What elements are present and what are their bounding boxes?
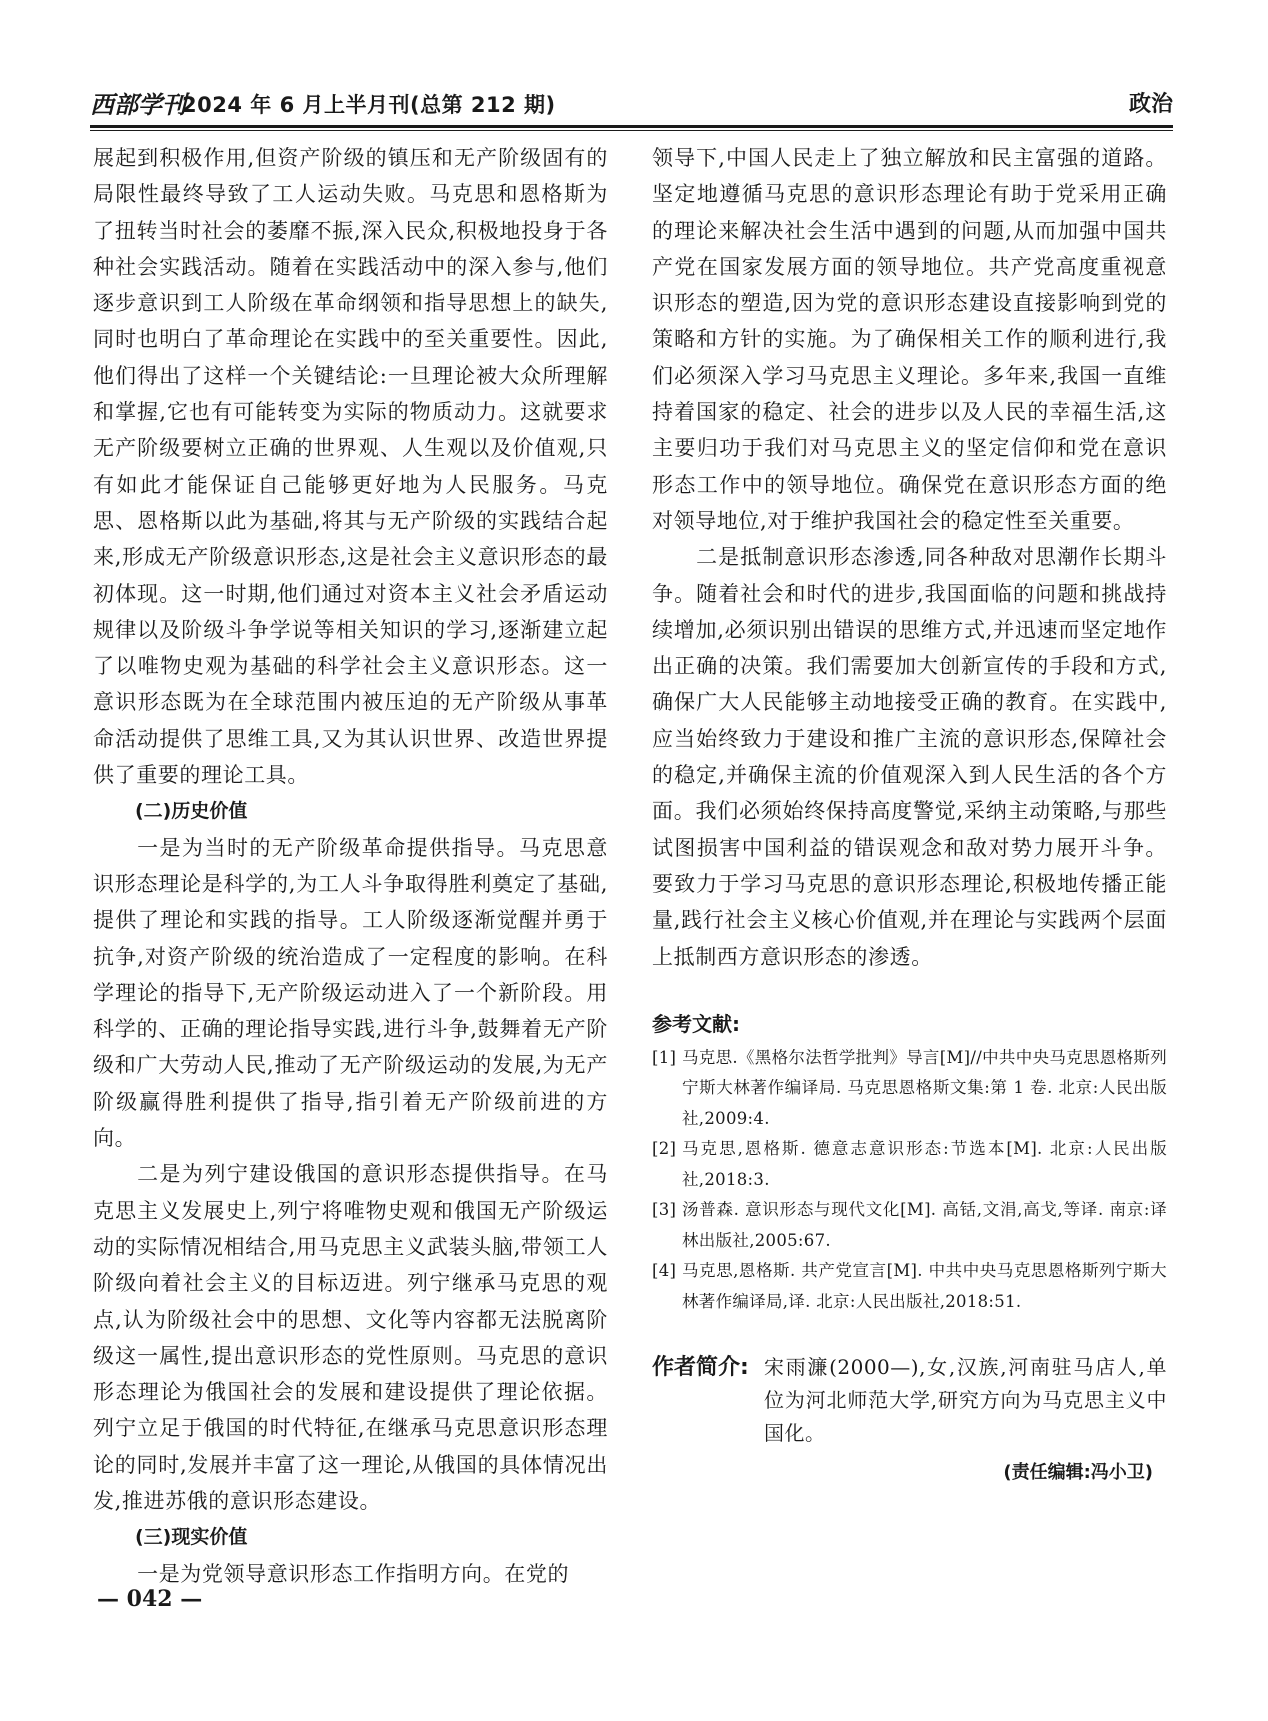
reference-text: 马克思.《黑格尔法哲学批判》导言[M]//中共中央马克思恩格斯列宁斯大林著作编译局. 马克思恩格斯文集:第 1 卷. 北京:人民出版社,2009:4. [682,1047,1167,1128]
page-header [90,90,1173,124]
paragraph-practical-2: 二是抵制意识形态渗透,同各种敌对思潮作长期斗争。随着社会和时代的进步,我国面临的问题和挑战持续增加,必须识别出错误的思维方式,并迅速而坚定地作出正确的决策。我们需要加大创新宣传的手段和方式,确保广大人民能够主动地接受正确的教育。在实践中,应当始终致力于建设和推广主流的意识形态,保障社会的稳定,并确保主流的价值观深入到人民生活的各个方面。我们必须始终保持高度警觉,采纳主动策略,与那些试图损害中国利益的错误观念和敌对势力展开斗争。要致力于学习马克思的意识形态理论,积极地传播正能量,践行社会主义核心价值观,并在理论与实践两个层面上抵制西方意识形态的渗透。 [652,545,1167,969]
reference-text: 汤普森. 意识形态与现代文化[M]. 高铦,文涓,高戈,等译. 南京:译林出版社,2005:67. [682,1200,1167,1250]
header-rule-thick [90,125,1173,128]
author-bio-text: 宋雨濂(2000—),女,汉族,河南驻马店人,单位为河北师范大学,研究方向为马克思主义中国化。 [764,1355,1167,1446]
responsible-editor: (责任编辑:冯小卫) [1003,1462,1153,1484]
section-label: 政治 [1128,92,1173,117]
reference-text: 马克思,恩格斯. 共产党宣言[M]. 中共中央马克思恩格斯列宁斯大林著作编译局,译. 北京:人民出版社,2018:51. [682,1261,1167,1311]
reference-item [652,1043,1167,1135]
reference-item [652,1256,1167,1317]
right-column [652,140,1167,1488]
section-heading-historical-value: (二)历史价值 [135,800,248,823]
reference-number: [1] [652,1047,677,1067]
left-column [93,140,608,1592]
section-heading-practical-value: (三)现实价值 [135,1526,248,1549]
reference-text: 马克思,恩格斯. 德意志意识形态:节选本[M]. 北京:人民出版社,2018:3. [682,1139,1167,1189]
references-title: 参考文献: [652,1011,740,1036]
paragraph-practical-1-cont: 领导下,中国人民走上了独立解放和民主富强的道路。坚定地遵循马克思的意识形态理论有助于党采用正确的理论来解决社会生活中遇到的问题,从而加强中国共产党在国家发展方面的领导地位。共产党高度重视意识形态的塑造,因为党的意识形态建设直接影响到党的策略和方针的实施。为了确保相关工作的顺利进行,我们必须深入学习马克思主义理论。多年来,我国一直维持着国家的稳定、社会的进步以及人民的幸福生活,这主要归功于我们对马克思主义的坚定信仰和党在意识形态工作中的领导地位。确保党在意识形态方面的绝对领导地位,对于维护我国社会的稳定性至关重要。 [652,146,1167,533]
references-list [652,1043,1167,1318]
author-bio [652,1351,1167,1450]
paragraph-practical-1: 一是为党领导意识形态工作指明方向。在党的 [137,1561,570,1586]
paragraph-historical-2: 二是为列宁建设俄国的意识形态提供指导。在马克思主义发展史上,列宁将唯物史观和俄国无产阶级运动的实际情况相结合,用马克思主义武装头脑,带领工人阶级向着社会主义的目标迈进。列宁继承马克思的观点,认为阶级社会中的思想、文化等内容都无法脱离阶级这一属性,提出意识形态的党性原则。马克思的意识形态理论为俄国社会的发展和建设提供了理论依据。列宁立足于俄国的时代特征,在继承马克思意识形态理论的同时,发展并丰富了这一理论,从俄国的具体情况出发,推进苏俄的意识形态建设。 [93,1162,608,1513]
reference-number: [2] [652,1139,677,1159]
header-rule-thin [90,130,1173,131]
journal-logo: 西部学刊 [90,90,186,119]
issue-info: 2024 年 6 月上半月刊(总第 212 期) [182,93,556,117]
paragraph-continuation: 展起到积极作用,但资产阶级的镇压和无产阶级固有的局限性最终导致了工人运动失败。马克思和恩格斯为了扭转当时社会的萎靡不振,深入民众,积极地投身于各种社会实践活动。随着在实践活动中的深入参与,他们逐步意识到工人阶级在革命纲领和指导思想上的缺失,同时也明白了革命理论在实践中的至关重要性。因此,他们得出了这样一个关键结论:一旦理论被大众所理解和掌握,它也有可能转变为实际的物质动力。这就要求无产阶级要树立正确的世界观、人生观以及价值观,只有如此才能保证自己能够更好地为人民服务。马克思、恩格斯以此为基础,将其与无产阶级的实践结合起来,形成无产阶级意识形态,这是社会主义意识形态的最初体现。这一时期,他们通过对资本主义社会矛盾运动规律以及阶级斗争学说等相关知识的学习,逐渐建立起了以唯物史观为基础的科学社会主义意识形态。这一意识形态既为在全球范围内被压迫的无产阶级从事革命活动提供了思维工具,又为其认识世界、改造世界提供了重要的理论工具。 [93,146,608,788]
paragraph-historical-1: 一是为当时的无产阶级革命提供指导。马克思意识形态理论是科学的,为工人斗争取得胜利奠定了基础,提供了理论和实践的指导。工人阶级逐渐觉醒并勇于抗争,对资产阶级的统治造成了一定程度的影响。在科学理论的指导下,无产阶级运动进入了一个新阶段。用科学的、正确的理论指导实践,进行斗争,鼓舞着无产阶级和广大劳动人民,推动了无产阶级运动的发展,为无产阶级赢得胜利提供了指导,指引着无产阶级前进的方向。 [93,835,608,1151]
reference-item [652,1134,1167,1195]
reference-number: [3] [652,1200,677,1220]
page-number: — 042 — [97,1586,203,1612]
reference-number: [4] [652,1261,677,1281]
reference-item [652,1195,1167,1256]
author-bio-label: 作者简介: [652,1355,749,1381]
